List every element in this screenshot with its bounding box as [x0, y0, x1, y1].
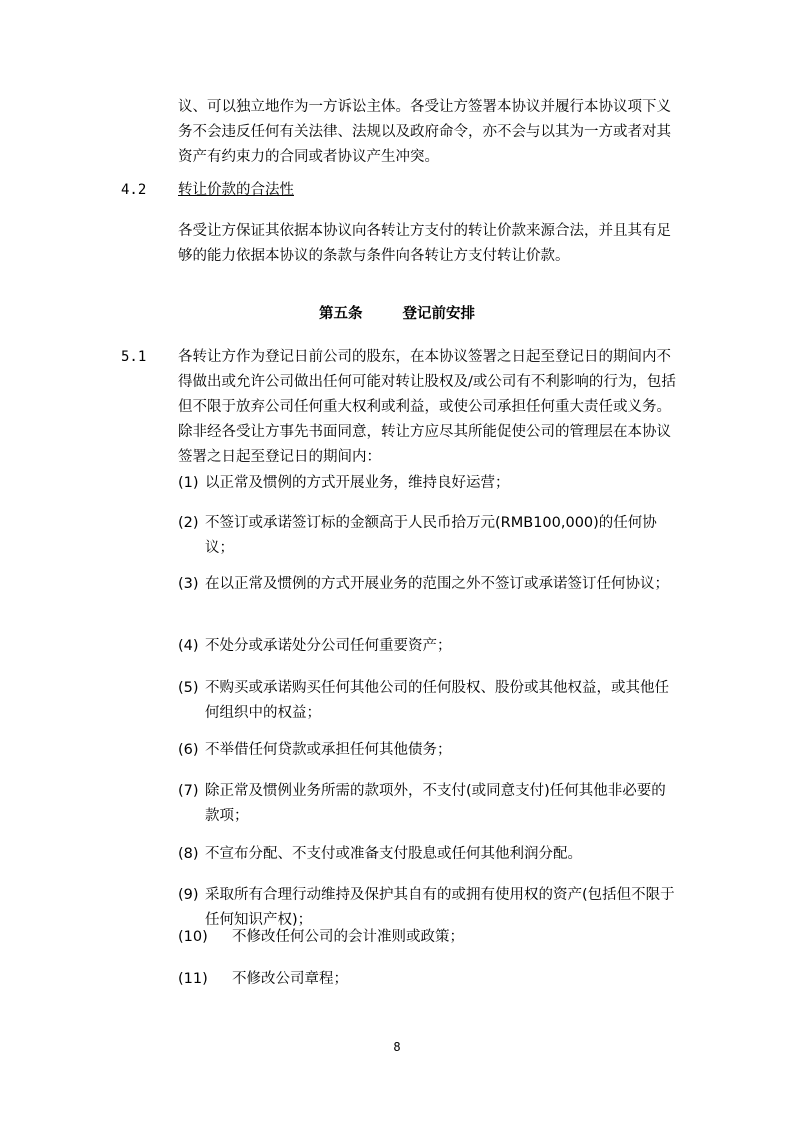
list-item-label: (3) [178, 576, 199, 592]
list-item-text: 不举借任何贷款或承担任何其他债务； [205, 742, 452, 758]
article-title: 登记前安排 [402, 306, 475, 322]
list-item-label: (1) [178, 475, 199, 491]
list-item-text: 不签订或承诺签订标的金额高于人民币拾万元(RMB100,000)的任何协议； [205, 515, 657, 556]
list-item [178, 572, 678, 597]
list-item-label: (7) [178, 783, 199, 799]
list-item [178, 676, 678, 726]
list-item-text: 不修改公司章程； [232, 971, 348, 987]
list-item [178, 925, 678, 950]
list-item-text: 除正常及惯例业务所需的款项外，不支付(或同意支付)任何其他非必要的款项； [205, 783, 666, 824]
list-item [178, 634, 678, 659]
section-text-4-2: 各受让方保证其依据本协议向各转让方支付的转让价款来源合法，并且其有足够的能力依据本协议的条款与条件向各转让方支付转让价款。 [178, 223, 671, 264]
list-item-text: 在以正常及惯例的方式开展业务的范围之外不签订或承诺签订任何协议； [205, 576, 669, 592]
list-item-label: (11) [178, 971, 208, 987]
list-item [178, 842, 678, 867]
list-item-label: (8) [178, 846, 199, 862]
list-item [178, 511, 678, 561]
list-item-text: 不修改任何公司的会计准则或政策； [232, 929, 464, 945]
list-item [178, 471, 678, 496]
article-label: 第五条 [319, 306, 363, 322]
list-item-label: (9) [178, 887, 199, 903]
list-item-label: (6) [178, 742, 199, 758]
article-heading [0, 302, 794, 327]
section-title-4-2: 转让价款的合法性 [178, 182, 294, 198]
list-item-label: (4) [178, 638, 199, 654]
section-number-5-1: 5.1 [121, 349, 147, 365]
list-item [178, 967, 678, 992]
page-number: 8 [393, 1040, 401, 1054]
list-item-text: 不处分或承诺处分公司任何重要资产； [205, 638, 452, 654]
list-item-label: (5) [178, 680, 199, 696]
list-item [178, 779, 678, 829]
intro-paragraph: 议、可以独立地作为一方诉讼主体。各受让方签署本协议并履行本协议项下义务不会违反任何有关法律、法规以及政府命令，亦不会与以其为一方或者对其资产有约束力的合同或者协议产生冲突。 [178, 99, 671, 165]
section-text-5-1: 各转让方作为登记日前公司的股东，在本协议签署之日起至登记日的期间内不得做出或允许公司做出任何可能对转让股权及/或公司有不利影响的行为，包括但不限于放弃公司任何重大权利或利益，或使公司承担任何重大责任或义务。除非经各受让方事先书面同意，转让方应尽其所能促使公司的管理层在本协议签署之日起至登记日的期间内： [178, 349, 676, 465]
list-item-label: (10) [178, 929, 208, 945]
list-item-text: 不购买或承诺购买任何其他公司的任何股权、股份或其他权益，或其他任何组织中的权益； [205, 680, 669, 721]
list-item-text: 采取所有合理行动维持及保护其自有的或拥有使用权的资产(包括但不限于任何知识产权)； [205, 887, 675, 928]
section-number-4-2: 4.2 [121, 182, 147, 198]
list-item-text: 以正常及惯例的方式开展业务，维持良好运营； [205, 475, 510, 491]
list-item-text: 不宣布分配、不支付或准备支付股息或任何其他利润分配。 [205, 846, 582, 862]
list-item-label: (2) [178, 515, 199, 531]
list-item [178, 738, 678, 763]
